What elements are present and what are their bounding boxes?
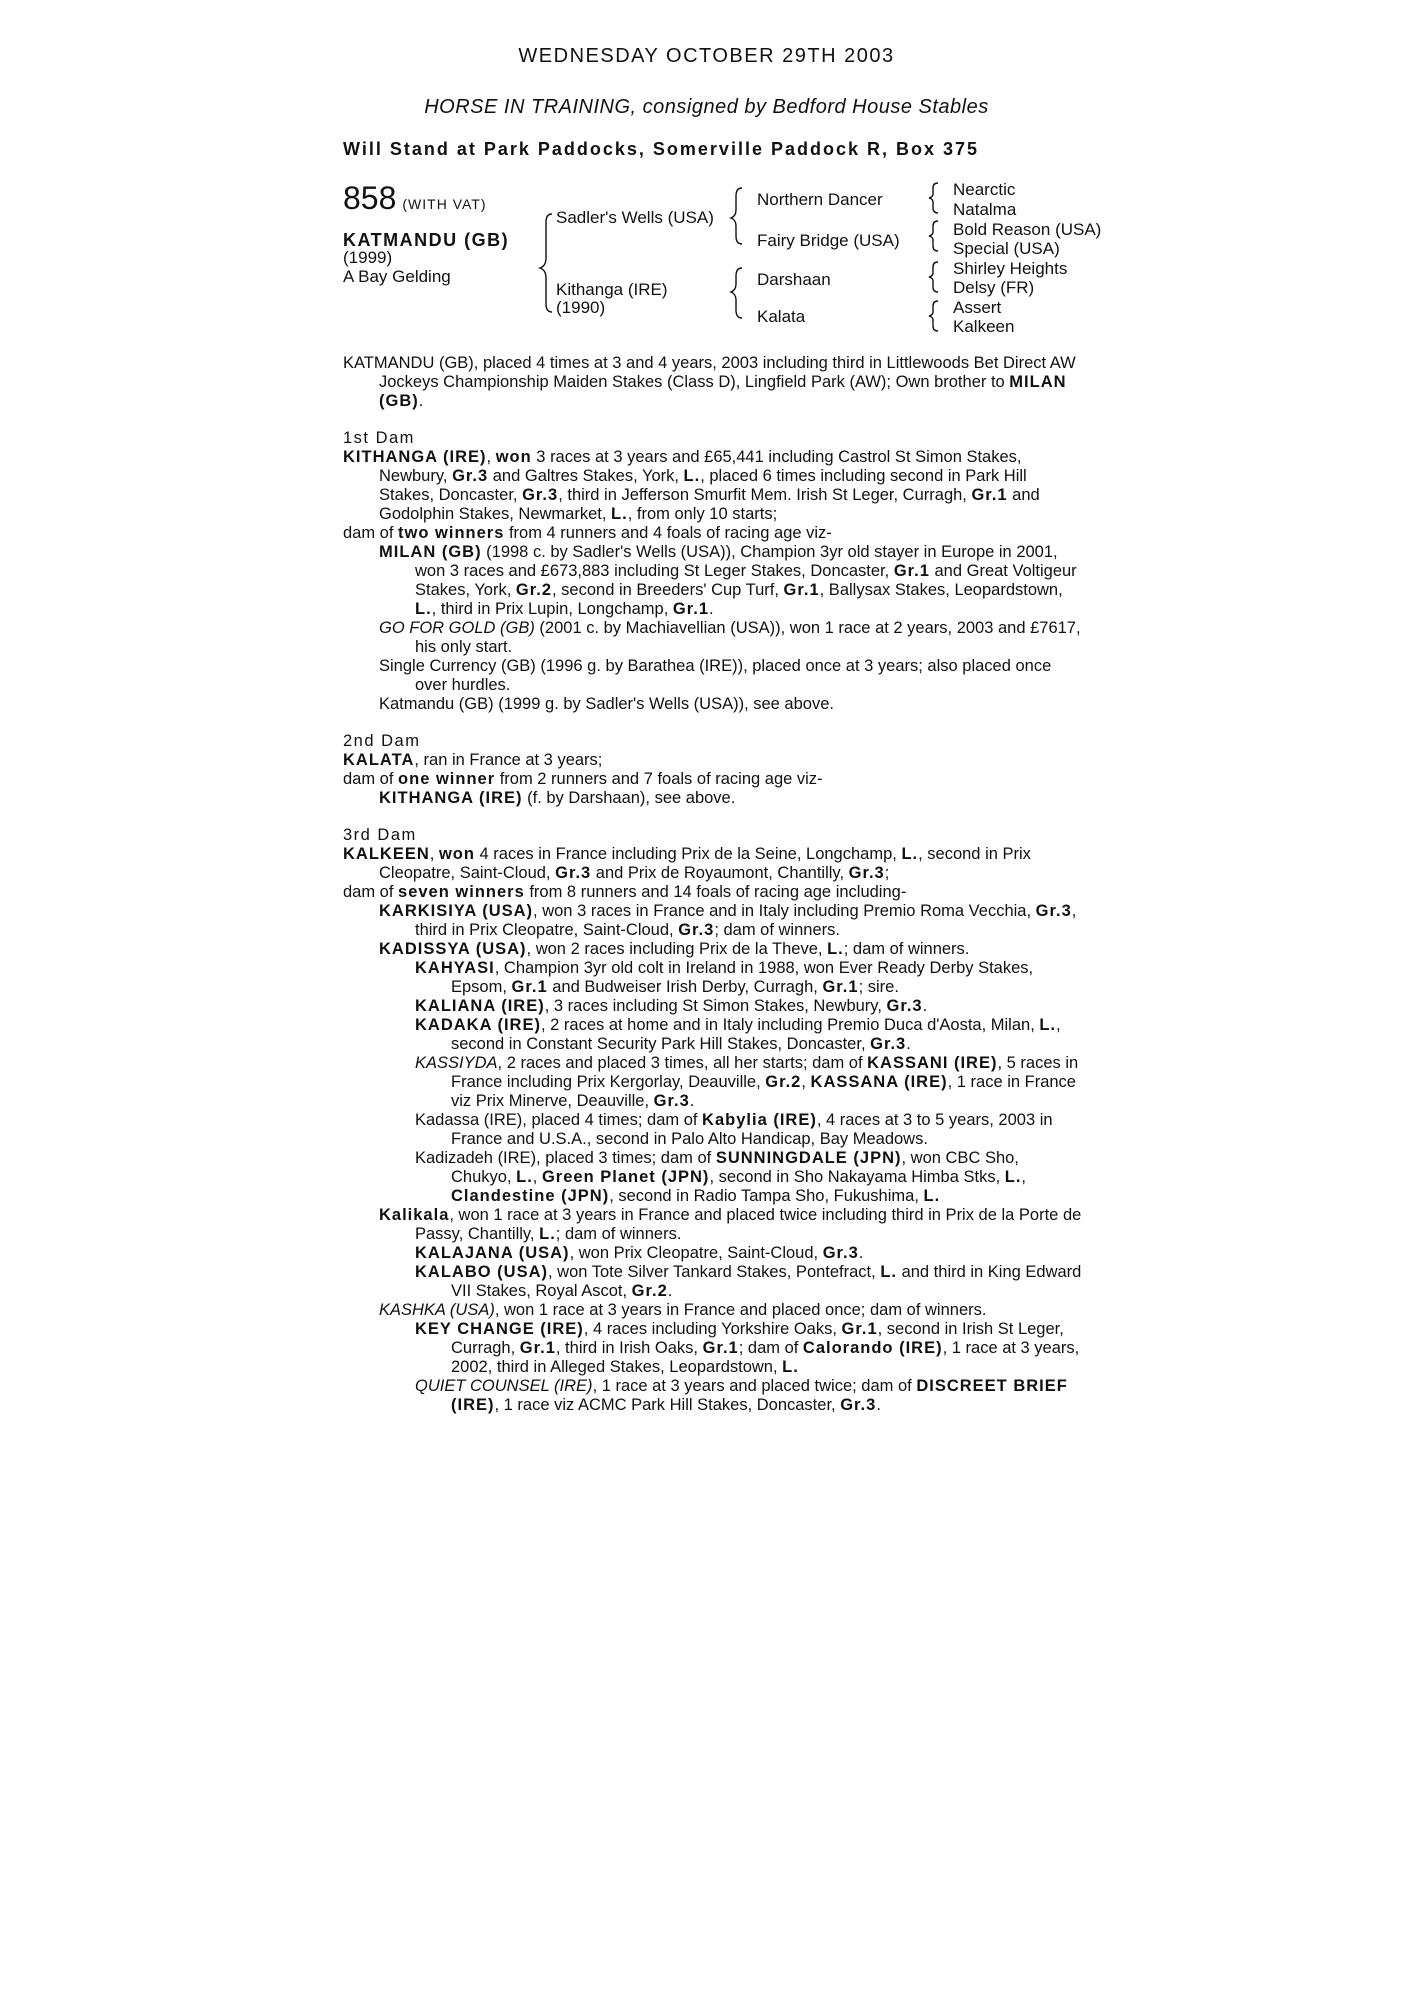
brace-g-3: [929, 262, 938, 292]
produce-kadassa: Kadassa (IRE), placed 4 times; dam of Kabylia (IRE), 4 races at 3 to 5 years, 2003 in France and U.S.A., second in Palo Alto Handicap, Bay Meadows.: [415, 1111, 1053, 1148]
first-dam-paragraph: KITHANGA (IRE), won 3 races at 3 years and £65,441 including Castrol St Simon Stakes, Newbury, Gr.3 and Galtres Stakes, York, L., placed 6 times including second in Park Hill Stakes, Doncaster, Gr.3, third in Jefferson Smurfit Mem. Irish St Leger, Curragh, Gr.1 and Godolphin Stakes, Newmarket, L., from only 10 starts;: [343, 448, 1040, 523]
second-dam-winners: dam of one winner from 2 runners and 7 foals of racing age viz-: [343, 770, 823, 788]
stand-location: Will Stand at Park Paddocks, Somerville Paddock R, Box 375: [343, 139, 980, 159]
produce-quiet-counsel: QUIET COUNSEL (IRE), 1 race at 3 years and placed twice; dam of DISCREET BRIEF (IRE), 1 race viz ACMC Park Hill Stakes, Doncaster, Gr.3.: [415, 1377, 1068, 1414]
brace-dam: [731, 268, 742, 318]
horse-description: A Bay Gelding: [343, 267, 451, 286]
pedigree-dam: Kithanga (IRE): [556, 280, 668, 299]
first-dam-winners: dam of two winners from 4 runners and 4 foals of racing age viz-: [343, 524, 832, 542]
pedigree-gen3-8: Kalkeen: [953, 317, 1015, 336]
second-dam-heading: 2nd Dam: [343, 732, 421, 750]
horse-name: KATMANDU (GB): [343, 230, 510, 250]
third-dam-winners: dam of seven winners from 8 runners and 14 foals of racing age including-: [343, 883, 907, 901]
produce-go-for-gold: GO FOR GOLD (GB) (2001 c. by Machiavellian (USA)), won 1 race at 2 years, 2003 and £7617, his only start.: [379, 619, 1081, 656]
horse-year: (1999): [343, 248, 393, 267]
produce-kaliana: KALIANA (IRE), 3 races including St Simon Stakes, Newbury, Gr.3.: [415, 997, 928, 1015]
produce-milan: MILAN (GB) (1998 c. by Sadler's Wells (USA)), Champion 3yr old stayer in Europe in 2001, won 3 races and £673,883 including St Leger Stakes, Doncaster, Gr.1 and Great Voltigeur Stakes, York, Gr.2, second in Breeders' Cup Turf, Gr.1, Ballysax Stakes, Leopardstown, L., third in Prix Lupin, Longchamp, Gr.1.: [379, 543, 1077, 618]
pedigree-notes: [343, 354, 1083, 1415]
produce-kashka: KASHKA (USA), won 1 race at 3 years in France and placed once; dam of winners.: [379, 1301, 987, 1319]
produce-key-change: KEY CHANGE (IRE), 4 races including Yorkshire Oaks, Gr.1, second in Irish St Leger, Curragh, Gr.1, third in Irish Oaks, Gr.1; dam of Calorando (IRE), 1 race at 3 years, 2002, third in Alleged Stakes, Leopardstown, L.: [415, 1320, 1080, 1376]
produce-kadaka: KADAKA (IRE), 2 races at home and in Italy including Premio Duca d'Aosta, Milan, L., second in Constant Security Park Hill Stakes, Doncaster, Gr.3.: [415, 1016, 1061, 1053]
pedigree-gen3-4: Special (USA): [953, 239, 1060, 258]
produce-kalajana: KALAJANA (USA), won Prix Cleopatre, Saint-Cloud, Gr.3.: [415, 1244, 864, 1262]
third-dam-heading: 3rd Dam: [343, 826, 417, 844]
produce-kalikala: Kalikala, won 1 race at 3 years in France and placed twice including third in Prix de la Porte de Passy, Chantilly, L.; dam of winners.: [379, 1206, 1082, 1243]
vat-note: (WITH VAT): [402, 196, 487, 212]
produce-kassiyda: KASSIYDA, 2 races and placed 3 times, all her starts; dam of KASSANI (IRE), 5 races in France including Prix Kergorlay, Deauville, Gr.2, KASSANA (IRE), 1 race in France viz Prix Minerve, Deauville, Gr.3.: [415, 1054, 1079, 1110]
pedigree-gen3-7: Assert: [953, 298, 1002, 317]
produce-kithanga: KITHANGA (IRE) (f. by Darshaan), see above.: [379, 789, 736, 807]
pedigree-gen3-2: Natalma: [953, 200, 1017, 219]
pedigree-gen3-3: Bold Reason (USA): [953, 220, 1102, 239]
pedigree-sire-sire: Northern Dancer: [757, 190, 883, 209]
brace-sire: [731, 188, 742, 244]
pedigree-dam-sire: Darshaan: [757, 270, 831, 289]
intro-paragraph: KATMANDU (GB), placed 4 times at 3 and 4 years, 2003 including third in Littlewoods Bet Direct AW Jockeys Championship Maiden Stakes (Class D), Lingfield Park (AW); Own brother to MILAN (GB).: [343, 354, 1076, 410]
pedigree-gen3-6: Delsy (FR): [953, 278, 1035, 297]
pedigree-gen3-5: Shirley Heights: [953, 259, 1068, 278]
brace-g-1: [929, 183, 938, 213]
third-dam-paragraph: KALKEEN, won 4 races in France including Prix de la Seine, Longchamp, L., second in Prix Cleopatre, Saint-Cloud, Gr.3 and Prix de Royaumont, Chantilly, Gr.3;: [343, 845, 1031, 882]
consignment-line: HORSE IN TRAINING, consigned by Bedford House Stables: [424, 96, 989, 118]
produce-kalabo: KALABO (USA), won Tote Silver Tankard Stakes, Pontefract, L. and third in King Edward VII Stakes, Royal Ascot, Gr.2.: [415, 1263, 1082, 1300]
produce-kadissya: KADISSYA (USA), won 2 races including Prix de la Theve, L.; dam of winners.: [379, 940, 970, 958]
brace-g-2: [929, 221, 938, 251]
pedigree-gen3-1: Nearctic: [953, 180, 1016, 199]
pedigree-dam-year: (1990): [556, 298, 606, 317]
produce-karkisiya: KARKISIYA (USA), won 3 races in France and in Italy including Premio Roma Vecchia, Gr.3, third in Prix Cleopatre, Saint-Cloud, Gr.3; dam of winners.: [379, 902, 1077, 939]
lot-number: 858: [343, 180, 397, 216]
pedigree-dam-dam: Kalata: [757, 307, 806, 326]
produce-katmandu: Katmandu (GB) (1999 g. by Sadler's Wells (USA)), see above.: [379, 695, 834, 713]
brace-gen1: [540, 214, 552, 312]
pedigree-braces: [0, 0, 1413, 340]
second-dam-paragraph: KALATA, ran in France at 3 years;: [343, 751, 603, 769]
produce-kahyasi: KAHYASI, Champion 3yr old colt in Ireland in 1988, won Ever Ready Derby Stakes, Epsom, Gr.1 and Budweiser Irish Derby, Curragh, Gr.1; sire.: [415, 959, 1034, 996]
first-dam-heading: 1st Dam: [343, 429, 415, 447]
brace-g-4: [929, 301, 938, 331]
sale-date: WEDNESDAY OCTOBER 29TH 2003: [518, 45, 895, 67]
pedigree-sire-dam: Fairy Bridge (USA): [757, 231, 900, 250]
pedigree-sire: Sadler's Wells (USA): [556, 208, 714, 227]
produce-single-currency: Single Currency (GB) (1996 g. by Barathea (IRE)), placed once at 3 years; also placed once over hurdles.: [379, 657, 1052, 694]
produce-kadizadeh: Kadizadeh (IRE), placed 3 times; dam of SUNNINGDALE (JPN), won CBC Sho, Chukyo, L., Green Planet (JPN), second in Sho Nakayama Himba Stks, L., Clandestine (JPN), second in Radio Tampa Sho, Fukushima, L.: [415, 1149, 1027, 1205]
